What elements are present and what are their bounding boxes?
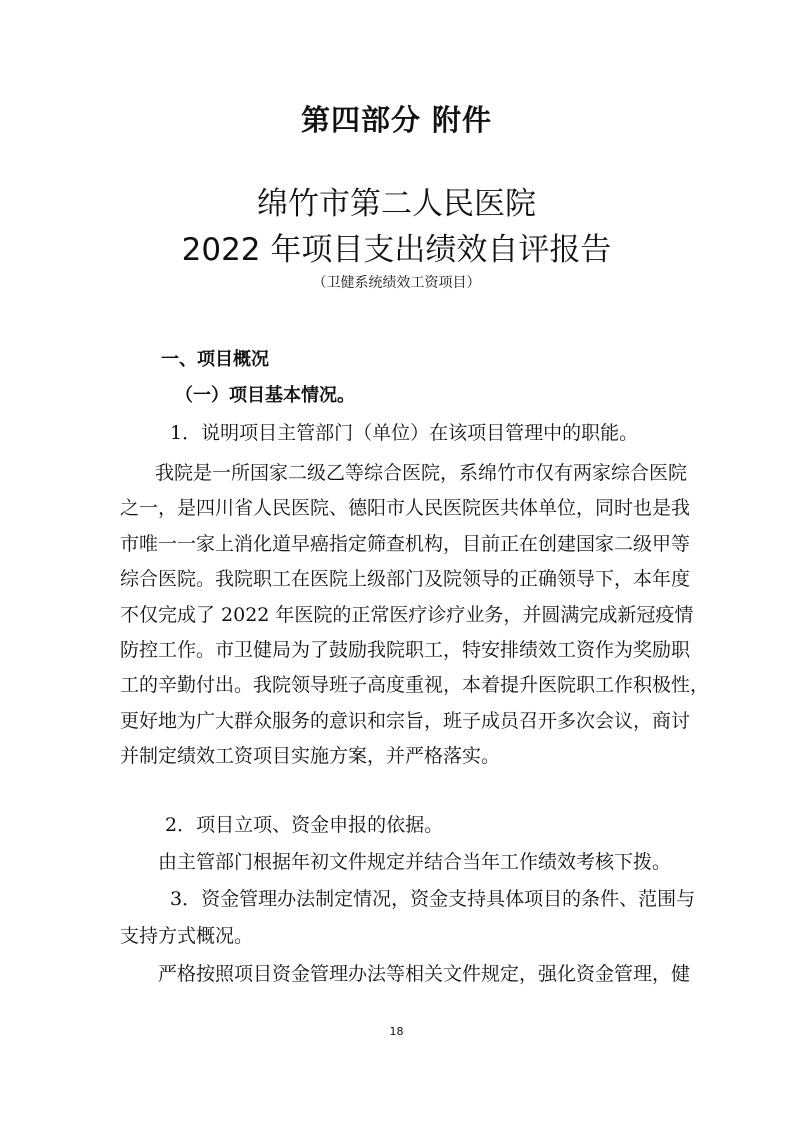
paragraph-line: 不仅完成了 2022 年医院的正常医疗诊疗业务，并圆满完成新冠疫情 <box>120 603 694 626</box>
paragraph-line: 之一，是四川省人民医院、德阳市人民医院医共体单位，同时也是我 <box>120 497 691 520</box>
item1-paragraph <box>120 456 710 775</box>
item3-title-line1: 3．资金管理办法制定情况，资金支持具体项目的条件、范围与 <box>170 888 696 910</box>
item2-paragraph: 由主管部门根据年初文件规定并结合当年工作绩效考核下拨。 <box>158 851 672 873</box>
paragraph-line: 工的辛勤付出。我院领导班子高度重视，本着提升医院职工作积极性， <box>120 674 710 697</box>
paragraph-line: 更好地为广大群众服务的意识和宗旨，班子成员召开多次会议，商讨 <box>120 709 691 732</box>
paragraph-line: 市唯一一家上消化道早癌指定筛查机构，目前正在创建国家二级甲等 <box>120 532 691 555</box>
report-subtitle: （卫健系统绩效工资项目） <box>312 275 481 291</box>
part-title: 第四部分 附件 <box>300 103 493 137</box>
paragraph-line: 并制定绩效工资项目实施方案，并严格落实。 <box>120 745 501 768</box>
item3-paragraph: 严格按照项目资金管理办法等相关文件规定，强化资金管理，健 <box>158 963 691 985</box>
paragraph-line: 综合医院。我院职工在医院上级部门及院领导的正确领导下，本年度 <box>120 568 691 591</box>
item1-title: 1．说明项目主管部门（单位）在该项目管理中的职能。 <box>170 422 639 444</box>
paragraph-line: 防控工作。市卫健局为了鼓励我院职工，特安排绩效工资作为奖励职 <box>120 639 691 662</box>
report-title-line1: 绵竹市第二人民医院 <box>257 186 536 222</box>
page-number: 18 <box>389 1025 404 1038</box>
item3-title-line2: 支持方式概况。 <box>120 925 254 947</box>
report-title-line2: 2022 年项目支出绩效自评报告 <box>181 232 612 268</box>
item2-title: 2．项目立项、资金申报的依据。 <box>165 814 444 836</box>
paragraph-line: 我院是一所国家二级乙等综合医院，系绵竹市仅有两家综合医院 <box>155 462 688 484</box>
subsection1-heading: （一）项目基本情况。 <box>175 385 355 406</box>
section1-heading: 一、项目概况 <box>161 349 269 370</box>
